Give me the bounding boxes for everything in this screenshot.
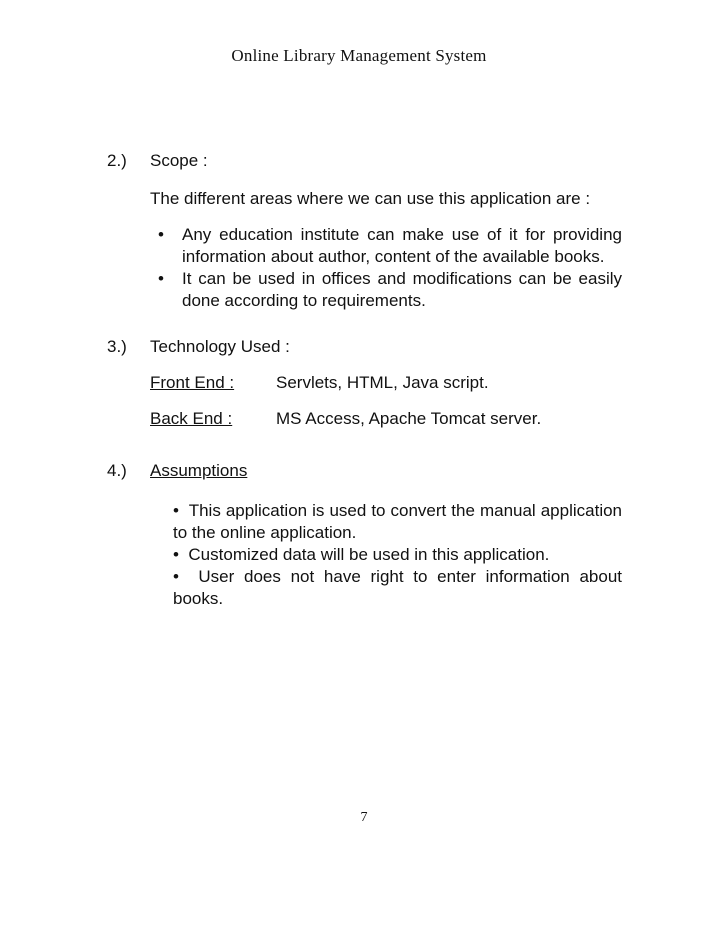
front-end-value: Servlets, HTML, Java script. — [276, 373, 489, 392]
technology-heading-row — [107, 336, 622, 358]
bullet-icon: • — [173, 545, 179, 564]
front-end-label: Front End : — [150, 373, 235, 392]
assumption-text: User does not have right to enter information about books. — [173, 567, 622, 608]
scope-number: 2.) — [107, 151, 127, 170]
back-end-row — [107, 408, 622, 430]
page-number: 7 — [360, 810, 368, 825]
scope-bullet-list — [107, 224, 622, 312]
assumptions-heading: Assumptions — [150, 461, 248, 480]
bullet-icon: • — [158, 269, 164, 288]
front-end-row — [107, 372, 622, 394]
page-content — [107, 150, 622, 610]
scope-intro: The different areas where we can use this application are : — [150, 189, 591, 208]
scope-bullet-text: It can be used in offices and modifications can be easily done according to requirements. — [182, 269, 622, 310]
back-end-label: Back End : — [150, 409, 233, 428]
scope-heading: Scope : — [150, 151, 208, 170]
bullet-icon: • — [173, 501, 179, 520]
scope-bullet-text: Any education institute can make use of it for providing information about author, content of the available books. — [182, 225, 622, 266]
assumption-item — [173, 500, 622, 544]
assumption-text: This application is used to convert the manual application to the online application. — [173, 501, 623, 542]
scope-bullet-item — [158, 268, 622, 312]
scope-bullet-item — [158, 224, 622, 268]
assumptions-heading-row — [107, 460, 622, 482]
bullet-icon: • — [158, 225, 164, 244]
page-header: Online Library Management System — [231, 46, 487, 65]
technology-number: 3.) — [107, 337, 127, 356]
scope-heading-row — [107, 150, 622, 172]
assumptions-list — [107, 500, 622, 610]
technology-heading: Technology Used : — [150, 337, 290, 356]
back-end-value: MS Access, Apache Tomcat server. — [276, 409, 542, 428]
assumption-text: Customized data will be used in this application. — [188, 545, 550, 564]
assumption-item — [173, 544, 622, 566]
bullet-icon: • — [173, 567, 179, 586]
assumptions-number: 4.) — [107, 461, 127, 480]
assumption-item — [173, 566, 622, 610]
